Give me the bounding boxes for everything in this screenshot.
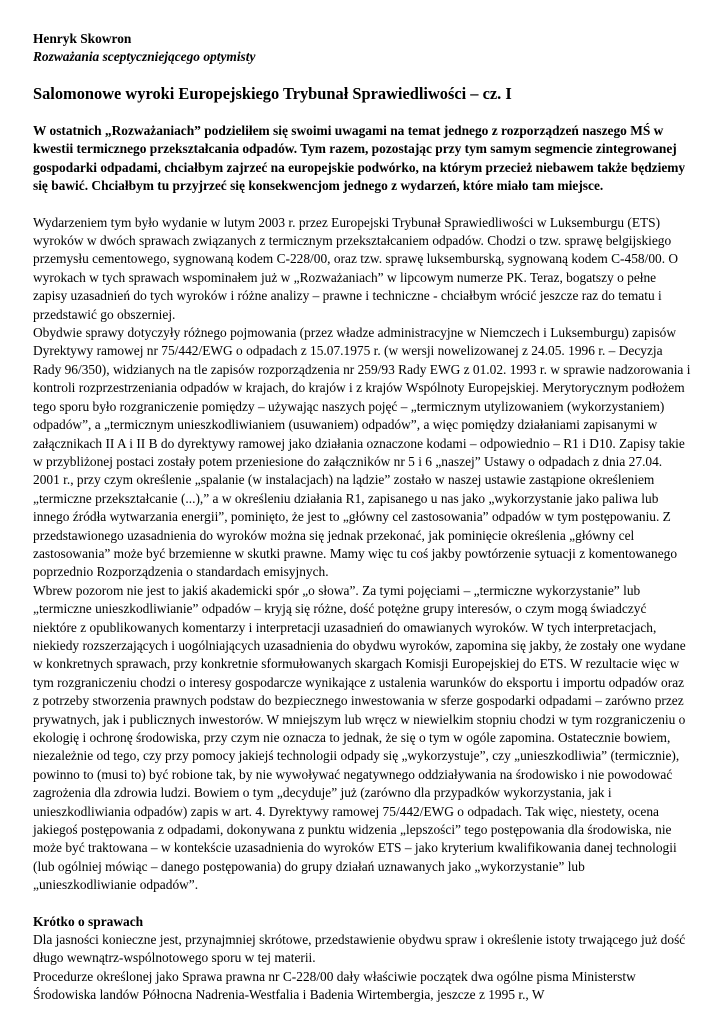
document-page: [33, 30, 691, 1005]
body-paragraph-3: Wbrew pozorom nie jest to jakiś akademicki spór „o słowa”. Za tymi pojęciami – „termiczne wykorzystanie” lub „termiczne unieszkodliwianie” odpadów – kryją się różne, dość potężne grupy interesów, o czym mogą świadczyć niektóre z opublikowanych komentarzy i interpretacji uzasadnień do omawianych wyroków. W tych interpretacjach, niekiedy rozszerzających i uogólniających uzasadnienia do obydwu wyroków, zapomina się jakby, że zostały one wydane w konkretnych sprawach, przy konkretnie sformułowanych skargach Komisji Europejskiej do ETS. W rezultacie więc w tym rozgraniczeniu chodzi o interesy gospodarcze wynikające z ustalenia warunków do eksportu i importu odpadów oraz z potrzeby stworzenia prawnych podstaw do bezpiecznego inwestowania w sferze gospodarki odpadami – zarówno przez prywatnych, jak i publicznych inwestorów. W mniejszym lub wręcz w niewielkim stopniu chodzi w tym rozgraniczeniu o ekologię i ochronę środowiska, przy czym nie oznacza to jednak, że się o tym w ogóle zapomina. Ostatecznie bowiem, niezależnie od tego, czy przy pomocy jakiejś technologii odpady się „wykorzystuje”, czy „unieszkodliwia” (termicznie), powinno to (musi to) być robione tak, by nie wywoływać negatywnego oddziaływania na środowisko i nie powodować zagrożenia dla zdrowia ludzi. Bowiem o tym „decyduje” już (zarówno dla przypadków wykorzystania, jak i unieszkodliwiania odpadów) zapis w art. 4. Dyrektywy ramowej 75/442/EWG o odpadach. Tak więc, niestety, ocena jakiegoś postępowania z odpadami, dokonywana z punktu widzenia „lepszości” tego postępowania dla środowiska, nie może być traktowana – w kontekście uzasadnienia do wyroków ETS – jako kryterium kwalifikowania danej technologii (lub ogólniej mówiąc – danego postępowania) do grupy działań uznawanych jako „wykorzystanie” lub „unieszkodliwianie odpadów”.: [33, 582, 686, 893]
section-paragraph-1: Dla jasności konieczne jest, przynajmniej skrótowe, przedstawienie obydwu spraw i określenie istoty trwającego już dość długo wewnątrz-wspólnotowego sporu w tej materii.: [33, 932, 686, 966]
body-paragraph-2: Obydwie sprawy dotyczyły różnego pojmowania (przez władze administracyjne w Niemczech i Luksemburgu) zapisów Dyrektywy ramowej nr 75/442/EWG o odpadach z 15.07.1975 r. (w wersji nowelizowanej z 24.05. 1996 r. – Decyzja Rady 96/350), widzianych na tle zapisów rozporządzenia nr 259/93 Rady EWG z 01.02. 1993 r. w sprawie nadzorowania i kontroli rozprzestrzeniania odpadów w krajach, do krajów i z krajów Wspólnoty Europejskiej. Merytorycznym podłożem tego sporu było rozgraniczenie pomiędzy – używając naszych pojęć – „termicznym utylizowaniem (wykorzystaniem) odpadów”, a „termicznym unieszkodliwianiem (usuwaniem) odpadów”, a więc pomiędzy działaniami zapisanymi w załącznikach II A i II B do dyrektywy ramowej jako działania oznaczone kodami – odpowiednio – R1 i D10. Zapisy takie w przybliżonej postaci zostały potem przeniesione do załączników nr 5 i 6 „naszej” Ustawy o odpadach z dnia 27.04. 2001 r., przy czym określenie „spalanie (w instalacjach) na lądzie” zostało w naszej ustawie zastąpione określeniem „termiczne przekształcanie (...),” a w określeniu działania R1, zapisanego u nas jako „wykorzystanie jako paliwa lub innego źródła wytwarzania energii”, pominięto, że jest to „główny cel zastosowania” odpadów w tym postępowaniu. Z przedstawionego uzasadnienia do wyroków można się jednak przekonać, jak pominięcie określenia „główny cel zastosowania” może być brzemienne w skutki prawne. Mamy więc tu coś jakby powtórzenie sytuacji z komentowanego poprzednio Rozporządzenia o standardach emisyjnych.: [33, 325, 691, 580]
section-body: [33, 931, 691, 1005]
section-heading: Krótko o sprawach: [33, 913, 144, 929]
body-paragraph-1: Wydarzeniem tym było wydanie w lutym 2003 r. przez Europejski Trybunał Sprawiedliwości w Luksemburgu (ETS) wyroków w dwóch sprawach związanych z termicznym przekształcaniem odpadów. Chodzi o tzw. sprawę belgijskiego przemysłu cementowego, sygnowaną kodem C-228/00, oraz tzw. sprawę luksemburską, sygnowaną kodem C-458/00. O wyrokach w tych sprawach wspominałem już w „Rozważaniach” w lipcowym numerze PK. Teraz, bogatszy o pełne zapisy uzasadnień do tych wyroków i różne analizy – prawne i techniczne - chciałbym wrócić jeszcze raz do tematu i przedstawić go obszerniej.: [33, 214, 679, 322]
section-paragraph-2: Procedurze określonej jako Sprawa prawna nr C-228/00 dały właściwie początek dwa ogólne pisma Ministerstw Środowiska landów Północna Nadrenia-Westfalia i Badenia Wirtembergia, jeszcze z 1995 r., W: [33, 968, 636, 1003]
article-lead: W ostatnich „Rozważaniach” podzieliłem się swoimi uwagami na temat jednego z rozporządzeń naszego MŚ w kwestii termicznego przekształcania odpadów. Tym razem, pozostając przy tym samym segmencie zintegrowanej gospodarki odpadami, chciałbym zajrzeć na europejskie podwórko, na którym przecież niebawem także będziemy się bawić. Chciałbym tu przyjrzeć się konsekwencjom jednego z wydarzeń, które miało tam miejsce.: [33, 123, 686, 194]
column-name: Rozważania sceptyczniejącego optymisty: [33, 49, 256, 64]
article-title: Salomonowe wyroki Europejskiego Trybunał Sprawiedliwości – cz. I: [33, 84, 512, 103]
article-body: [33, 214, 691, 895]
author-name: Henryk Skowron: [33, 31, 132, 46]
